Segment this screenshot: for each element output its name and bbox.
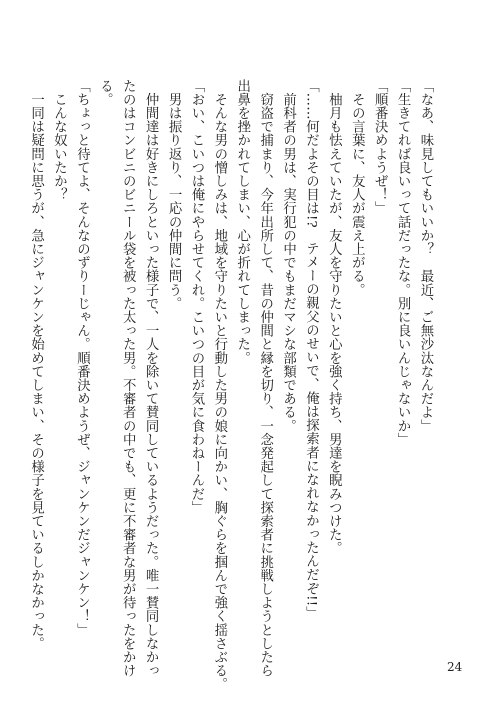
text-line: 「なあ、味見してもいいか？ 最近、ご無沙汰なんだよ」 (418, 79, 433, 433)
text-line: たのはコンビニのビニール袋を被った太った男。不審者の中でも、更に不審者な男が待ったをかけ (120, 79, 136, 678)
text-line: 前科者の男は、実行犯の中でもまだマシな部類である。 (280, 79, 296, 433)
text-line: 仲間達は好きにしろといった様子で、一人を除いて賛同しているようだった。唯一賛同しなかっ (143, 79, 159, 678)
text-line: 柚月も怯えていたが、友人を守りたいと心を強く持ち、男達を睨みつけた。 (326, 79, 342, 555)
text-line: こんな奴いたか？ (51, 79, 67, 202)
text-line: そんな男の憎しみは、地域を守りたいと行動した男の娘に向かい、胸ぐらを掴んで強く揺さぶる。 (211, 79, 227, 691)
text-line: 男は振り返り、一応の仲間に問う。 (166, 79, 182, 311)
text-line: 窃盗で捕まり、今年出所して、昔の仲間と縁を切り、一念発起して探索者に挑戦しようとしたら (257, 79, 273, 678)
vertical-text-block (28, 79, 436, 691)
text-line: る。 (97, 79, 113, 107)
text-line: 出鼻を挫かれてしまい、心が折れてしまった。 (234, 79, 250, 365)
text-line: 「ちょっと待てよ、そんなのずりーじゃん。順番決めようぜ、ジャンケンだジャンケン！」 (74, 79, 90, 637)
text-line: 「おい、こいつは俺にやらせてくれ。こいつの目が気に食わねーんだ」 (188, 79, 204, 515)
text-line: 「生きてれば良いって話だったな。別に良いんじゃないか」 (395, 79, 411, 447)
text-line: 「……何だよその目は!? テメーの親父のせいで、俺は探索者になれなかったんだぞ!!」 (303, 79, 319, 620)
text-line: 一同は疑問に思うが、急にジャンケンを始めてしまい、その様子を見ているしかなかった。 (28, 79, 44, 651)
page-number: 24 (447, 660, 463, 674)
text-line: 「順番決めようぜ！」 (372, 79, 388, 215)
text-line: その言葉に、友人が震え上がる。 (349, 79, 365, 297)
